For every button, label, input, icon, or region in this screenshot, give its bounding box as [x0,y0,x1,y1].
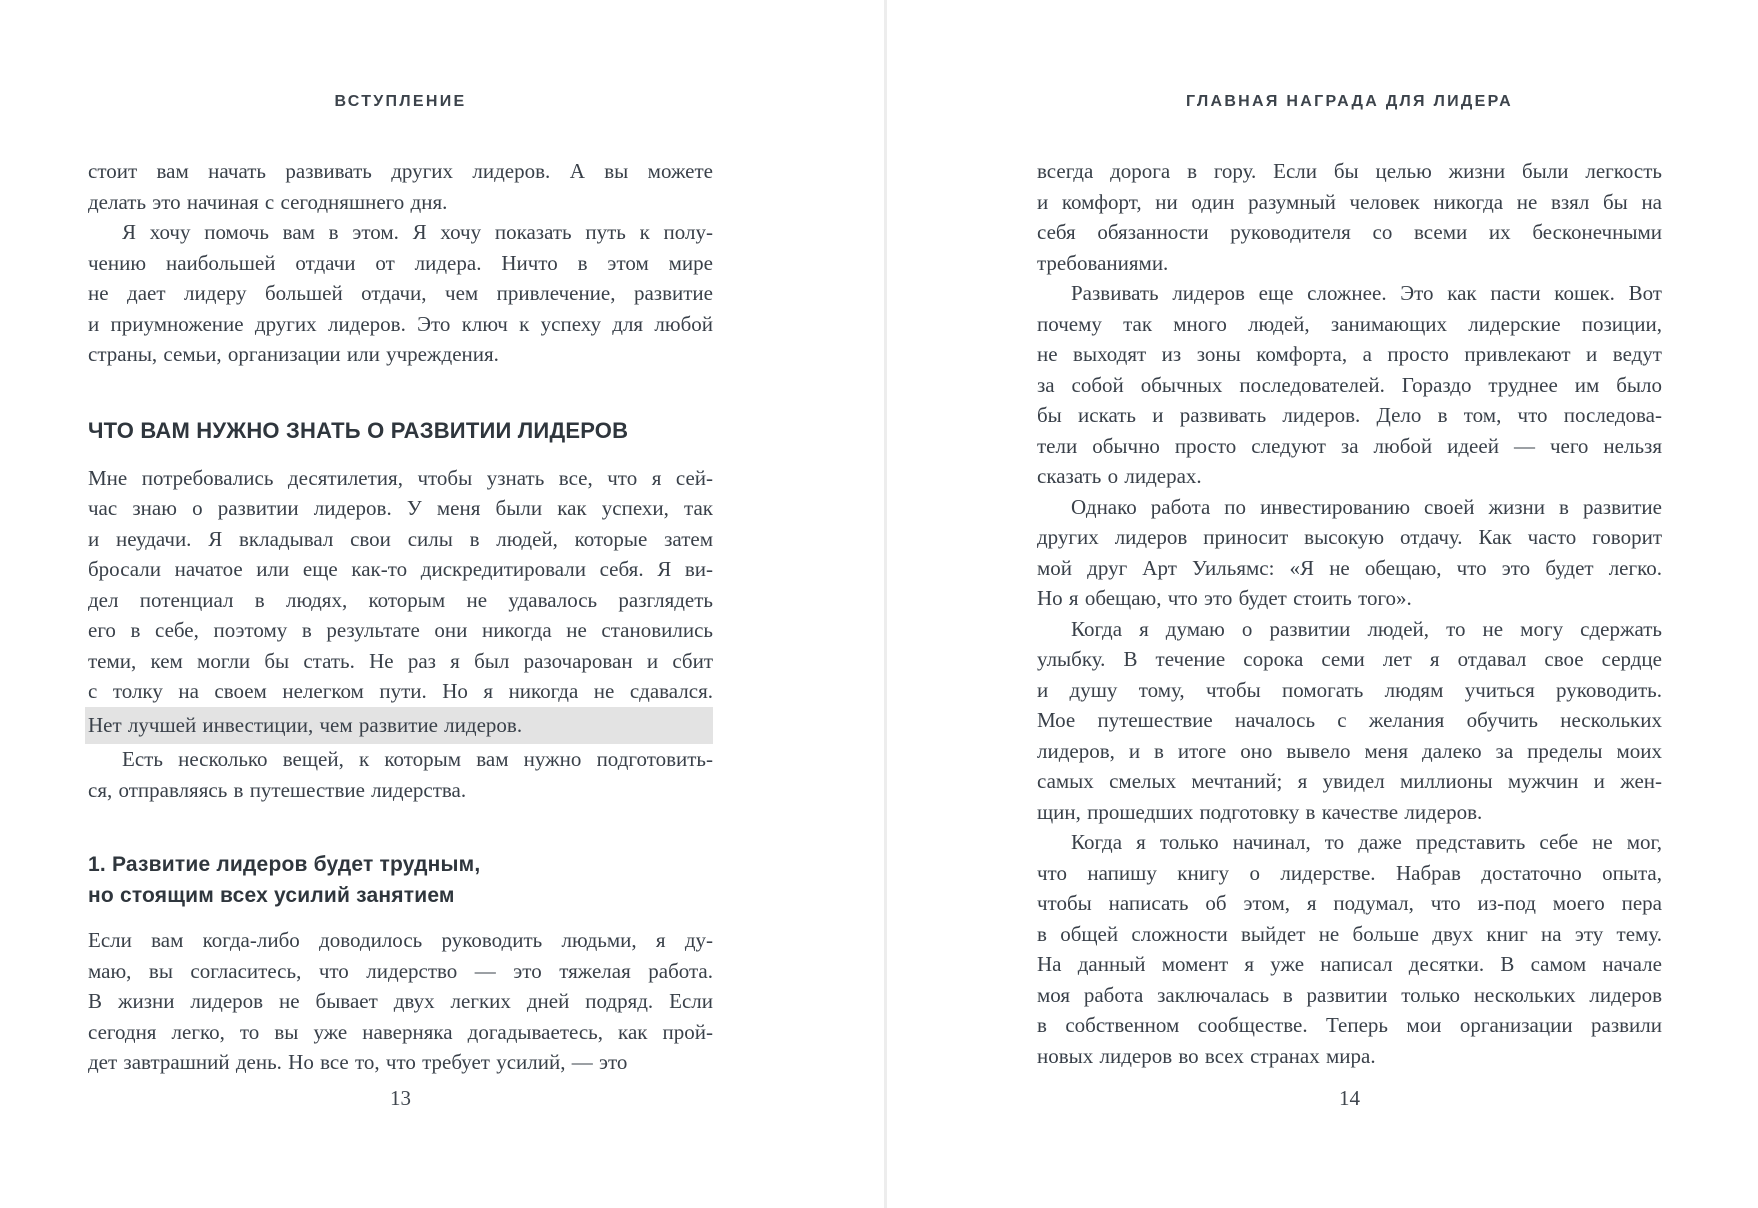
text-line: Есть несколько вещей, к которым вам нужно подготовить- [122,747,713,771]
text-line: чению наибольшей отдачи от лидера. Ничто в этом мире [88,250,713,275]
sub-heading-line: 1. Развитие лидеров будет трудным, [88,853,481,876]
text-line: маю, вы согласитесь, что лидерство — это тяжелая работа. [88,958,713,983]
section-heading: ЧТО ВАМ НУЖНО ЗНАТЬ О РАЗВИТИИ ЛИДЕРОВ [88,417,629,443]
text-line: тели обычно просто следуют за любой идеей — чего нельзя [1037,433,1662,458]
running-head: ВСТУПЛЕНИЕ [334,93,467,110]
paragraph [88,925,713,1078]
text-line: сегодня легко, то вы уже наверняка догадываетесь, как прой- [88,1019,713,1044]
paragraph [1037,156,1662,278]
text-line: чтобы написать об этом, я подумал, что из-под моего пера [1037,891,1662,915]
text-line: страны, семьи, организации или учреждения. [88,342,499,366]
text-line: требованиями. [1037,250,1169,275]
text-line: делать это начиная с сегодняшнего дня. [88,189,448,214]
text-line: час знаю о развитии лидеров. У меня были как успехи, так [88,496,713,520]
highlighted-sentence: Нет лучшей инвестиции, чем развитие лидеров. [85,707,713,745]
paragraph [1037,278,1662,492]
text-line: в общей сложности выйдет не больше двух книг на эту тему. [1037,921,1662,946]
text-line: дет завтрашний день. Но все то, что требует усилий, — это [88,1050,628,1074]
text-line: теми, кем могли бы стать. Не раз я был разочарован и сбит [88,648,713,673]
text-line: На данный момент я уже написал десятки. В самом начале [1037,952,1662,976]
text-line: не выходят из зоны комфорта, а просто привлекают и ведут [1037,342,1662,366]
page-number: 13 [390,1086,411,1110]
text-line: моя работа заключалась в развитии только нескольких лидеров [1037,982,1662,1007]
page-number: 14 [1339,1086,1360,1110]
text-line: щин, прошедших подготовку в качестве лидеров. [1037,799,1483,824]
page-right [1037,0,1662,1208]
text-line: Однако работа по инвестированию своей жизни в развитие [1071,494,1662,519]
text-line: Я хочу помочь вам в этом. Я хочу показать путь к полу- [122,220,713,244]
paragraph [88,463,713,745]
page-left [88,0,713,1208]
paragraph [1037,614,1662,828]
text-line: что напишу книгу о лидерстве. Набрав достаточно опыта, [1037,860,1662,885]
text-line: не дает лидеру большей отдачи, чем привлечение, развитие [88,281,713,305]
text-line: и душу тому, чтобы помогать людям учиться руководить. [1037,677,1662,702]
text-line [88,707,713,745]
text-line: лидеров, и в итоге оно вывело меня далеко за пределы моих [1037,738,1662,763]
text-line: стоит вам начать развивать других лидеров. А вы можете [88,159,713,183]
text-line: за собой обычных последователей. Гораздо труднее им было [1037,372,1662,397]
text-line: мой друг Арт Уильямс: «Я не обещаю, что это будет легко. [1037,555,1662,580]
paragraph [1037,492,1662,614]
text-line: его в себе, поэтому в результате они никогда не становились [88,618,713,642]
text-line: сказать о лидерах. [1037,464,1202,488]
text-line: Если вам когда-либо доводилось руководить людьми, я ду- [88,928,713,952]
text-line: ся, отправляясь в путешествие лидерства. [88,777,467,802]
paragraph [1037,827,1662,1071]
text-line: самых смелых мечтаний; я увидел миллионы мужчин и жен- [1037,769,1662,793]
paragraph [88,744,713,805]
paragraph [88,156,713,217]
text-line: и неудачи. Я вкладывал свои силы в людей, которые затем [88,526,713,551]
text-line: Мое путешествие началось с желания обучить нескольких [1037,708,1662,732]
text-line: в собственном сообществе. Теперь мои организации развили [1037,1013,1662,1037]
text-line: бросали начатое или еще как-то дискредитировали себя. Я ви- [88,557,713,581]
text-line: Мне потребовались десятилетия, чтобы узнать все, что я сей- [88,465,713,490]
text-line: других лидеров приносит высокую отдачу. Как часто говорит [1037,525,1662,549]
page-body [88,156,713,1078]
page-divider [884,0,887,1208]
text-line: дел потенциал в людях, которым не удавалось разглядеть [88,587,713,612]
text-line: улыбку. В течение сорока семи лет я отдавал свое сердце [1037,647,1662,671]
text-line: всегда дорога в гору. Если бы целью жизни были легкость [1037,159,1662,183]
text-line: Но я обещаю, что это будет стоить того». [1037,586,1412,610]
page-body [1037,156,1662,1071]
text-line: В жизни лидеров не бывает двух легких дней подряд. Если [88,989,713,1013]
text-line: и приумножение других лидеров. Это ключ к успеху для любой [88,311,713,336]
text-line: с толку на своем нелегком пути. Но я никогда не сдавался. [88,679,713,703]
sub-heading-line: но стоящим всех усилий занятием [88,884,455,907]
sub-heading [88,849,713,911]
running-head: ГЛАВНАЯ НАГРАДА ДЛЯ ЛИДЕРА [1185,93,1514,110]
text-line: Когда я думаю о развитии людей, то не могу сдержать [1071,616,1662,641]
text-line: и комфорт, ни один разумный человек никогда не взял бы на [1037,189,1662,214]
text-line: бы искать и развивать лидеров. Дело в том, что последова- [1037,403,1662,427]
text-line: себя обязанности руководителя со всеми их бесконечными [1037,220,1662,244]
text-line: Когда я только начинал, то даже представить себе не мог, [1071,830,1662,854]
text-line: Развивать лидеров еще сложнее. Это как пасти кошек. Вот [1071,281,1662,305]
text-line: новых лидеров во всех странах мира. [1037,1043,1376,1068]
paragraph [88,217,713,370]
text-line: почему так много людей, занимающих лидерские позиции, [1037,311,1662,336]
